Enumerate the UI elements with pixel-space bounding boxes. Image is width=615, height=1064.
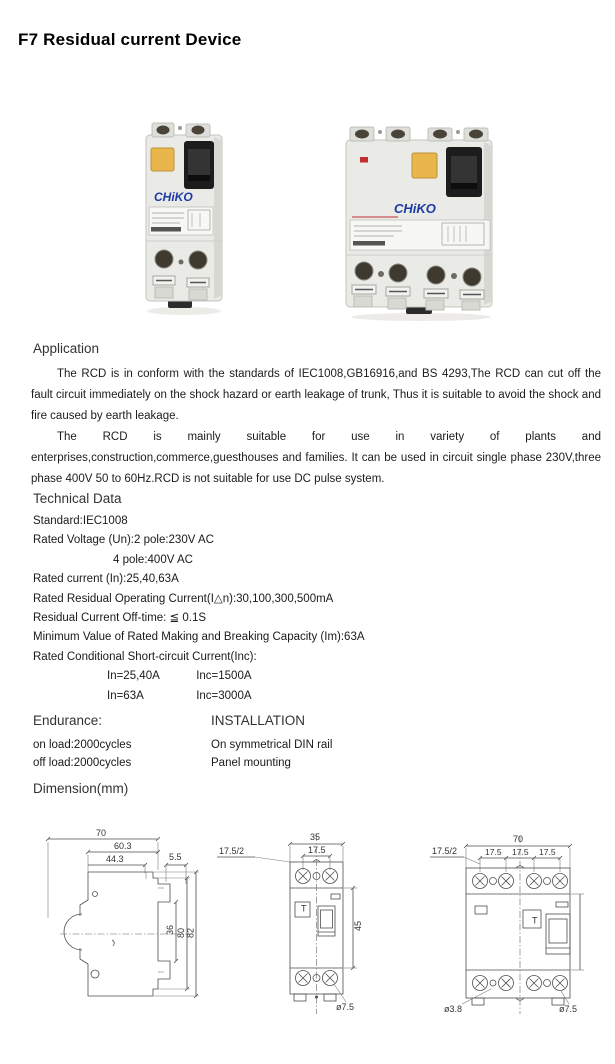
front4-hole-leader [561, 991, 569, 1004]
dim-side-70: 70 [96, 828, 107, 838]
dim-2p-35: 35 [310, 832, 321, 842]
front4-test-button-label: T [532, 915, 538, 926]
dim-side-82: 82 [185, 927, 196, 938]
tech-row-inc-1500 [33, 667, 603, 686]
dim-4p-17-5-b: 17.5 [512, 847, 529, 857]
tech-row-rated-voltage-4pole: 4 pole:400V AC [113, 553, 193, 566]
mounting-tabs [350, 127, 488, 141]
toggle-switch [184, 141, 214, 189]
dimension-drawing-4pole-front [428, 826, 613, 1018]
tech-row-inc-3000 [33, 687, 603, 706]
inc-row-in-value: In=25,40A [107, 670, 160, 683]
test-button [151, 148, 174, 171]
dim-side-60-3: 60.3 [114, 841, 132, 851]
dim-side-80: 80 [176, 927, 186, 938]
dim-2p-half-pitch: 17.5/2 [219, 846, 245, 856]
dim-2p-45: 45 [353, 920, 363, 931]
photo-shadow [147, 307, 221, 315]
product-photo-2pole-rcd [140, 121, 228, 317]
tech-row-standard: Standard:IEC1008 [33, 515, 128, 527]
installation-heading: INSTALLATION [211, 713, 306, 728]
dim-4p-hole-3-8: ø3.8 [444, 1004, 463, 1014]
technical-data-list [33, 512, 603, 706]
brand-logo: CHiKO [154, 190, 193, 204]
endurance-on-load: on load:2000cycles [33, 739, 132, 751]
inc-row-inc-value: Inc=3000A [196, 689, 252, 702]
product-photo-4pole-rcd [342, 125, 500, 323]
page-title: F7 Residual current Device [18, 30, 242, 49]
tech-row-rated-current: Rated current (In):25,40,63A [33, 573, 179, 586]
dim-side-5-5: 5.5 [169, 852, 182, 862]
tech-row-off-time: Residual Current Off-time: ≦ 0.1S [33, 611, 207, 624]
application-text [31, 364, 601, 490]
application-paragraph-1: The RCD is in conform with the standards of IEC1008,GB16916,and BS 4293,The RCD can cut off the fault circuit immediately on the shock hazard or earth leakage of trunk, Thus it is suitable to avoid the shock and fire caused by earth leakage. [31, 368, 601, 422]
dim-2p-hole-7-5: ø7.5 [336, 1002, 355, 1012]
tech-row-breaking-capacity: Minimum Value of Rated Making and Breaking Capacity (Im):63A [33, 631, 365, 644]
dimension-drawing-side-view [38, 826, 200, 1010]
dim-side-36: 36 [165, 924, 175, 935]
dim-side-44-3: 44.3 [106, 854, 124, 864]
dim-4p-17-5-a: 17.5 [485, 847, 502, 857]
dimension-heading: Dimension(mm) [33, 781, 129, 796]
toggle-switch [446, 147, 482, 197]
inc-row-in-value: In=63A [107, 689, 144, 702]
rating-label [350, 220, 490, 250]
technical-data-heading: Technical Data [33, 491, 122, 506]
application-heading: Application [33, 341, 100, 356]
endurance-off-load: off load:2000cycles [33, 757, 132, 769]
front2-outline [290, 834, 343, 1014]
rating-label [149, 207, 213, 235]
dim-4p-17-5-c: 17.5 [539, 847, 556, 857]
installation-panel-mounting: Panel mounting [211, 757, 291, 769]
brand-logo: CHiKO [394, 201, 436, 216]
dim-4p-70: 70 [513, 834, 524, 844]
body-shading [214, 137, 222, 299]
installation-din-rail: On symmetrical DIN rail [211, 739, 333, 751]
dim-4p-hole-7-5: ø7.5 [559, 1004, 578, 1014]
front2-test-button-label: T [301, 903, 307, 914]
test-button [412, 153, 437, 178]
front4-outline [466, 836, 584, 1014]
photo-shadow [351, 313, 491, 321]
dim-2p-17-5: 17.5 [308, 845, 326, 855]
indicator-light [360, 157, 368, 163]
inc-row-inc-value: Inc=1500A [196, 670, 252, 683]
tech-row-short-circuit-current: Rated Conditional Short-circuit Current(Inc): [33, 650, 257, 663]
endurance-heading: Endurance: [33, 713, 103, 728]
dimension-drawing-2pole-front [215, 826, 373, 1018]
application-paragraph-2: The RCD is mainly suitable for use in variety of plants and enterprises,construction,commerce,guesthouses and families. It can be used in circuit single phase 230V,three phase 400V 50 to 60Hz.RCD is not suitable for use DC pulse system. [31, 431, 601, 485]
dim-4p-half-pitch: 17.5/2 [432, 846, 458, 856]
tech-row-rated-voltage: Rated Voltage (Un):2 pole:230V AC [33, 534, 214, 547]
tech-row-residual-operating-current: Rated Residual Operating Current(I△n):30,100,300,500mA [33, 592, 334, 605]
